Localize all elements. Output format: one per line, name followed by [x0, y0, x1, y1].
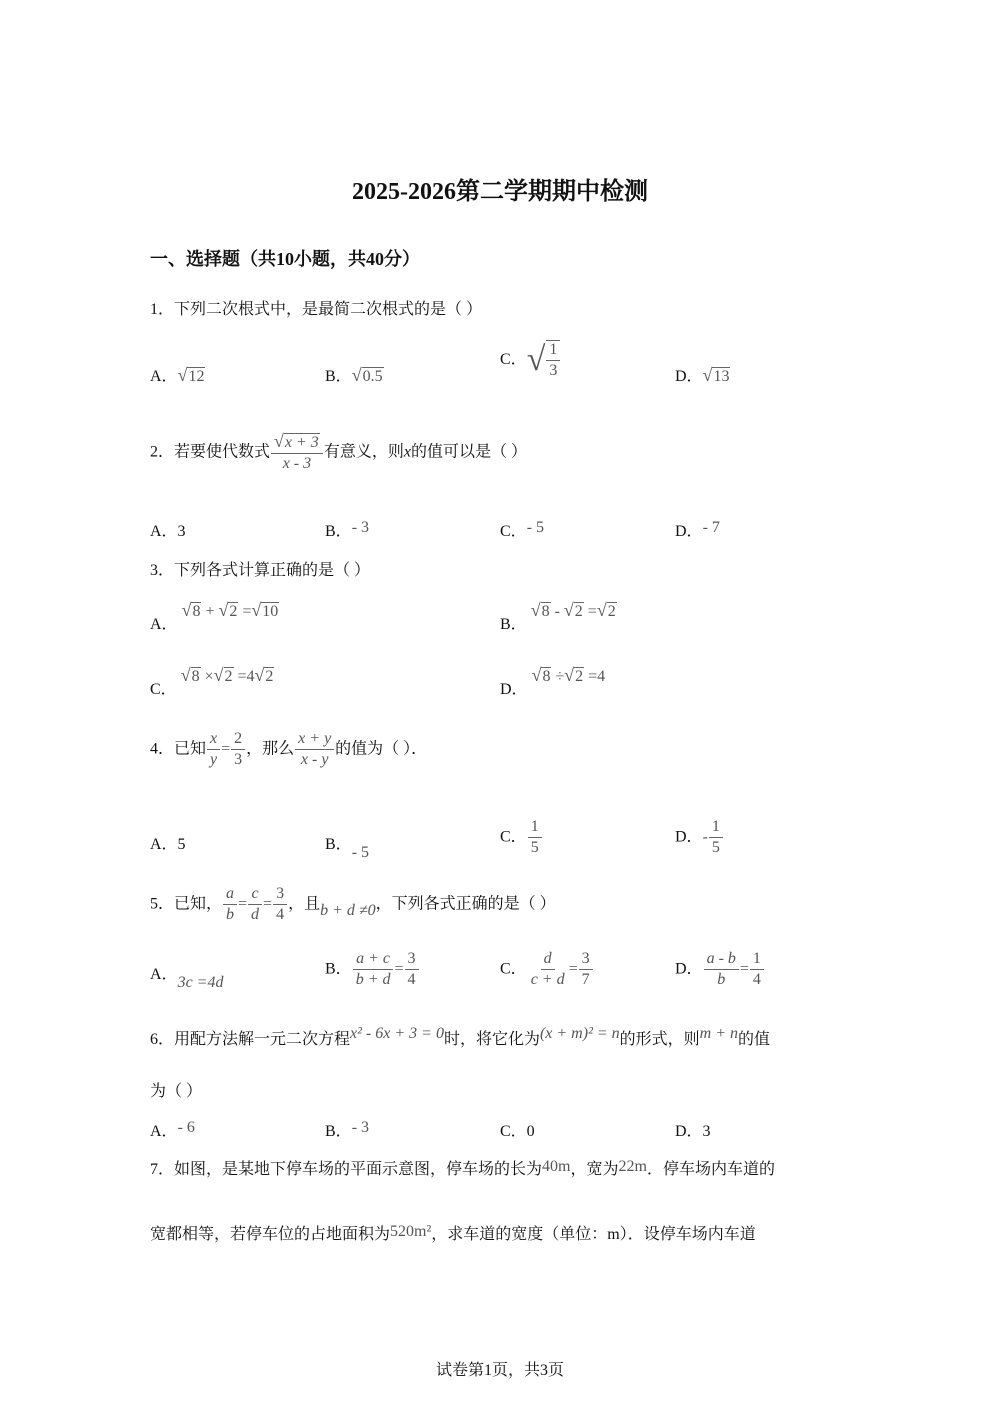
q5-option-c: C． $\frac{d}{c + d}$ = $\frac{3}{7}$	[500, 950, 594, 989]
q4-option-a: A．5	[150, 836, 186, 853]
q4-option-b: B．- 5	[325, 836, 370, 861]
q1-b-radical: √0.5	[351, 365, 383, 385]
q6-option-a: A．- 6	[150, 1119, 195, 1140]
page-footer: 试卷第1页，共3页	[435, 1362, 564, 1379]
q3-option-a: A． √8 + √2 =√10	[150, 600, 279, 633]
question-5-stem: 5．已知， $\frac{a}{b}$ = $\frac{c}{d}$ = $\frac{3}{4}$ ，且b + d ≠0，下列各式正确的是（ ）	[150, 885, 556, 923]
q1-a-radical: √12	[177, 365, 205, 385]
question-7-stem-line2: 宽都相等，若停车位的占地面积为520m²，求车道的宽度（单位：m）．设停车场内车道	[150, 1223, 756, 1243]
q5-option-a: A．3c =4d	[150, 966, 224, 991]
question-7-stem: 7．如图，是某地下停车场的平面示意图，停车场的长为40m，宽为22m．停车场内车道的	[150, 1158, 775, 1178]
section-heading: 一、选择题（共10小题，共40分）	[150, 249, 420, 269]
question-3-stem: 3．下列各式计算正确的是（ ）	[150, 562, 371, 579]
q2-option-b: B．- 3	[325, 519, 370, 540]
q6-option-c: C．0	[500, 1123, 535, 1140]
page-title: 2025-2026第二学期期中检测	[352, 179, 648, 205]
q4-option-c: C． $\frac{1}{5}$	[500, 818, 543, 857]
q3-option-b: B． √8 - √2 =√2	[500, 600, 616, 633]
q1-option-a: A．√12	[150, 365, 205, 385]
question-2-stem: 2．若要使代数式 $\frac{√x + 3}{x - 3}$ 有意义，则x的值可以是（ ）	[150, 431, 527, 472]
q1-option-d: D．√13	[675, 365, 730, 385]
q2-option-d: D．- 7	[675, 519, 720, 540]
q3-option-d: D． √8 ÷√2 =4	[500, 665, 606, 698]
question-4-stem: 4．已知 $\frac{x}{y}$ = $\frac{2}{3}$ ，那么 $\frac{x + y}{x - y}$ 的值为（ ）．	[150, 730, 428, 768]
q6-option-d: D．3	[675, 1123, 711, 1140]
q5-option-b: B． $\frac{a + c}{b + d}$ = $\frac{3}{4}$	[325, 950, 420, 989]
q4-option-d: D．- $\frac{1}{5}$	[675, 818, 724, 857]
q1-c-radical: √ $\frac{1}{3}$	[527, 340, 562, 380]
q3-option-c: C． √8 ×√2 =4√2	[150, 665, 274, 698]
q2-option-a: A．3	[150, 523, 186, 540]
question-1-stem: 1．下列二次根式中，是最简二次根式的是（ ）	[150, 301, 483, 318]
q1-option-b: B．√0.5	[325, 365, 383, 385]
question-6-stem: 6．用配方法解一元二次方程x² - 6x + 3 = 0时，将它化为(x + m)² = n的形式，则m + n的值	[150, 1025, 771, 1048]
question-6-stem-line2: 为（ ）	[150, 1083, 203, 1100]
q5-option-d: D． $\frac{a - b}{b}$ = $\frac{1}{4}$	[675, 950, 765, 989]
q2-option-c: C．- 5	[500, 519, 545, 540]
q1-option-c: C． √ $\frac{1}{3}$	[500, 340, 561, 380]
q6-option-b: B．- 3	[325, 1119, 370, 1140]
q2-fraction: $\frac{√x + 3}{x - 3}$	[271, 432, 323, 473]
q1-d-radical: √13	[702, 365, 730, 385]
